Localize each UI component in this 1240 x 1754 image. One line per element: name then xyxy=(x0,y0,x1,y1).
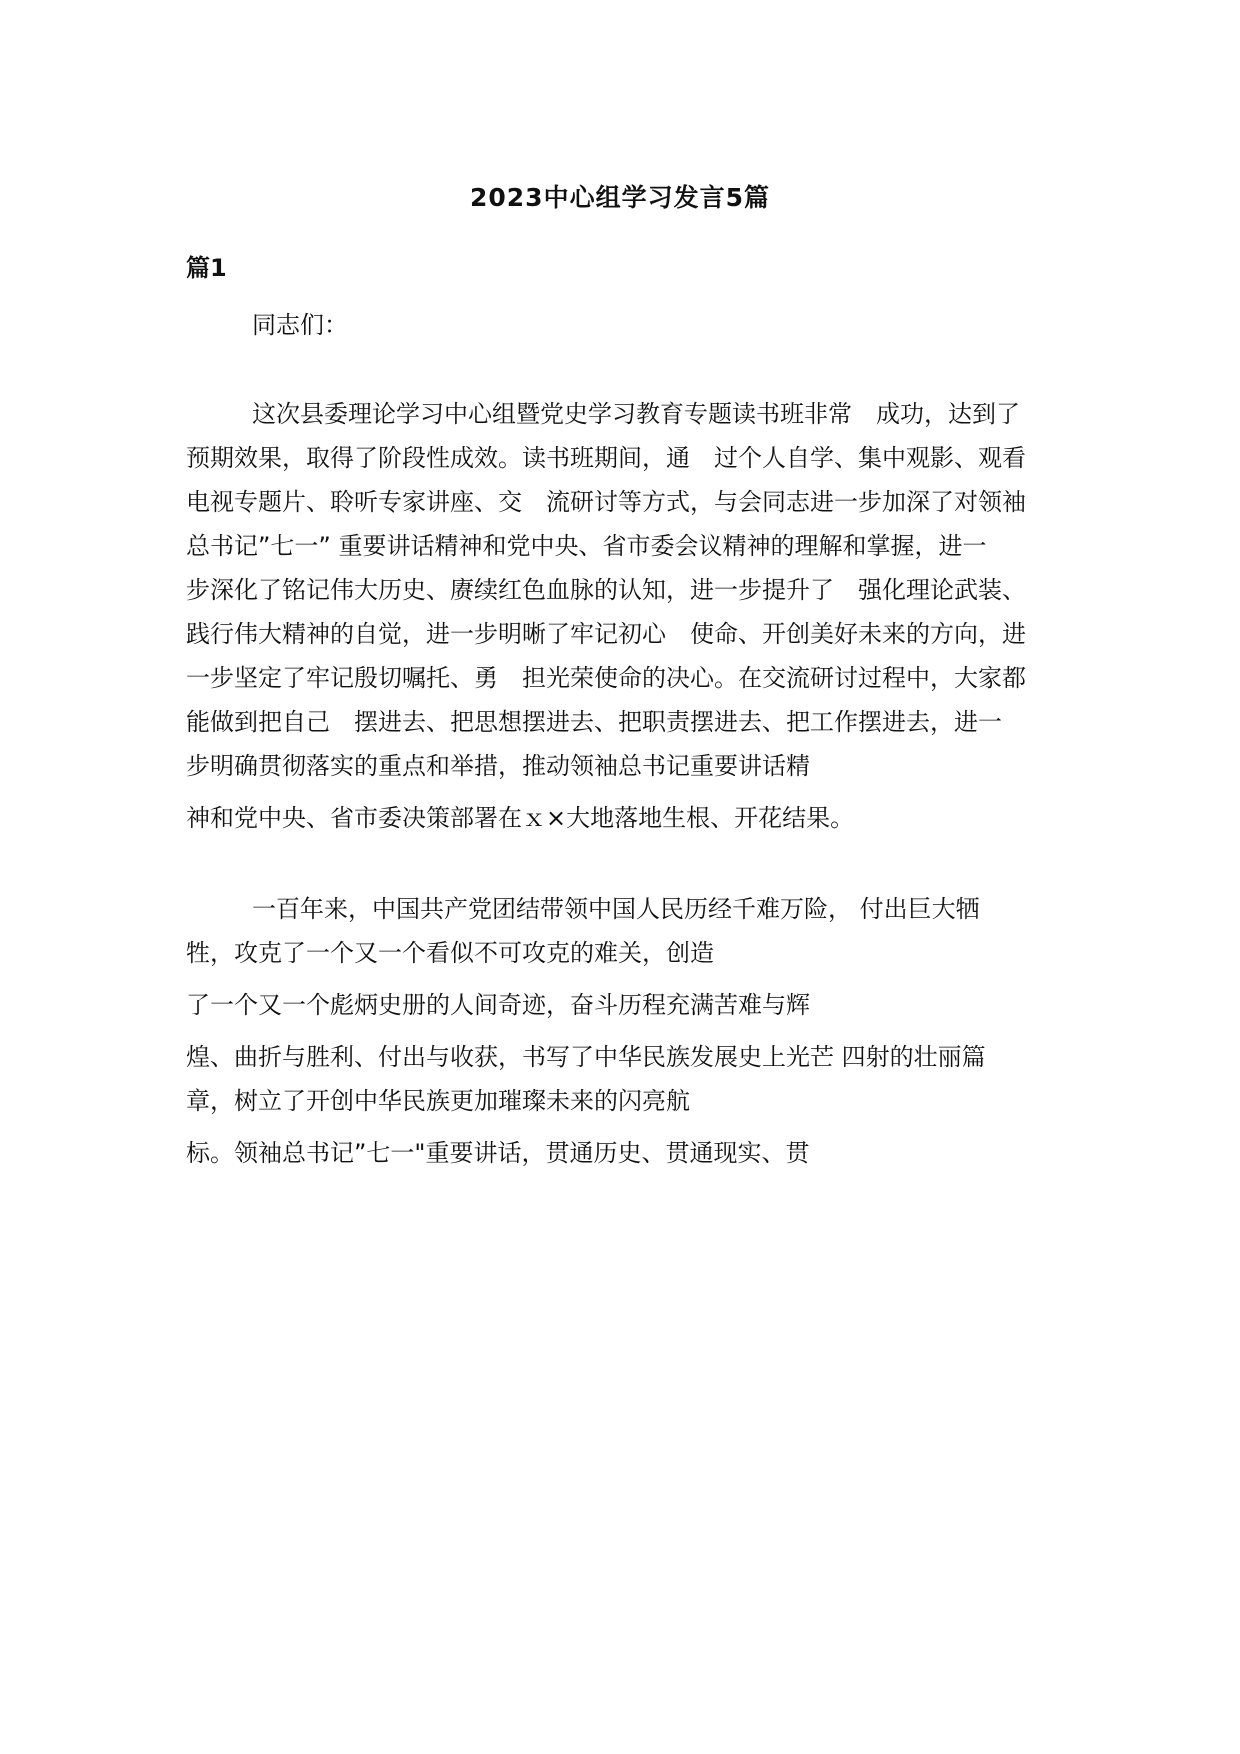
paragraph1-line: 预期效果，取得了阶段性成效。读书班期间，通 过个人自学、集中观影、观看 xyxy=(186,444,1026,472)
paragraph2-continued-line: 了一个又一个彪炳史册的人间奇迹，奋斗历程充满苦难与辉 xyxy=(186,991,810,1019)
paragraph1-line: 步明确贯彻落实的重点和举措，推动领袖总书记重要讲话精 xyxy=(186,752,810,780)
paragraph1-tail: 神和党中央、省市委决策部署在ｘ×大地落地生根、开花结果。 xyxy=(186,804,855,832)
paragraph1-line: 能做到把自己 摆进去、把思想摆进去、把职责摆进去、把工作摆进去，进一 xyxy=(186,708,1002,736)
paragraph2-continued-line: 煌、曲折与胜利、付出与收获，书写了中华民族发展史上光芒 四射的壮丽篇 xyxy=(186,1043,986,1071)
salutation: 同志们： xyxy=(252,311,348,339)
paragraph1-line: 电视专题片、聆听专家讲座、交 流研讨等方式，与会同志进一步加深了对领袖 xyxy=(186,488,1026,516)
document-title: 2023中心组学习发言5篇 xyxy=(470,183,770,212)
paragraph1-line: 一步坚定了牢记殷切嘱托、勇 担光荣使命的决心。在交流研讨过程中，大家都 xyxy=(186,664,1026,692)
paragraph2-continued-line: 标。领袖总书记”七一"重要讲话，贯通历史、贯通现实、贯 xyxy=(186,1139,810,1167)
paragraph2-line: 牲，攻克了一个又一个看似不可攻克的难关，创造 xyxy=(186,939,714,967)
paragraph1-line: 总书记”七一” 重要讲话精神和党中央、省市委会议精神的理解和掌握，进一 xyxy=(186,532,987,560)
section-label: 篇1 xyxy=(186,254,227,282)
paragraph1-line: 步深化了铭记伟大历史、赓续红色血脉的认知，进一步提升了 强化理论武装、 xyxy=(186,576,1026,604)
paragraph2-continued-line: 章，树立了开创中华民族更加璀璨未来的闪亮航 xyxy=(186,1087,690,1115)
paragraph2-line: 一百年来，中国共产党团结带领中国人民历经千难万险， 付出巨大牺 xyxy=(252,895,980,923)
paragraph1-line: 践行伟大精神的自觉，进一步明晰了牢记初心 使命、开创美好未来的方向，进 xyxy=(186,620,1026,648)
paragraph1-line: 这次县委理论学习中心组暨党史学习教育专题读书班非常 成功，达到了 xyxy=(252,400,1020,428)
